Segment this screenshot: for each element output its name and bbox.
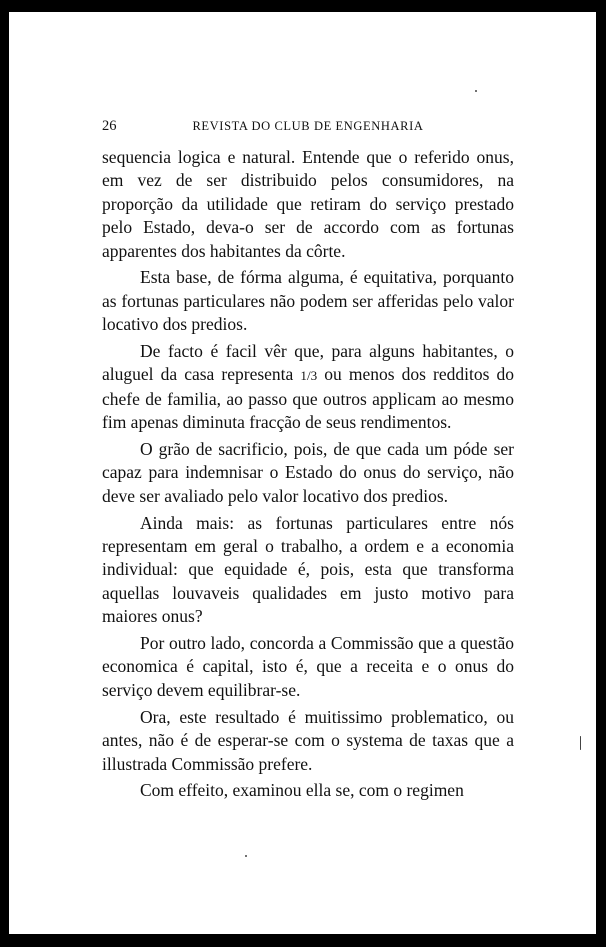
paragraph-3 <box>102 340 514 435</box>
paragraph-3-before: De facto é facil vêr que, para alguns habitantes, o aluguel da casa representa <box>102 341 514 385</box>
page-number: 26 <box>102 118 117 134</box>
body-text <box>102 146 514 803</box>
paper-speck <box>475 90 477 92</box>
running-title: REVISTA DO CLUB DE ENGENHARIA <box>192 119 424 133</box>
document-page <box>9 12 596 934</box>
paper-speck <box>245 855 247 857</box>
paragraph-8: Com effeito, examinou ella se, com o regimen <box>140 780 464 801</box>
paragraph-4: O grão de sacrificio, pois, de que cada um póde ser capaz para indemnisar o Estado do onus do serviço, não deve ser avaliado pelo valor locativo dos predios. <box>102 439 514 506</box>
paragraph-3-after: ou menos dos redditos do chefe de familia, ao passo que outros applicam ao mesmo fim apenas diminuta fracção de seus rendimentos. <box>102 364 514 433</box>
paragraph-6: Por outro lado, concorda a Commissão que a questão economica é capital, isto é, que a receita e o onus do serviço devem equilibrar-se. <box>102 633 514 700</box>
fraction-one-third: 1/3 <box>300 368 318 384</box>
paragraph-5: Ainda mais: as fortunas particulares entre nós representam em geral o trabalho, a ordem e a economia individual: que equidade é, pois, esta que transforma aquellas louvaveis qualidades em justo motivo para maiores onus? <box>102 512 514 627</box>
paragraph-7: Ora, este resultado é muitissimo problematico, ou antes, não é de esperar-se com o systema de taxas que a illustrada Commissão prefere. <box>102 706 514 774</box>
paper-mark <box>580 736 581 750</box>
paragraph-1: sequencia logica e natural. Entende que o referido onus, em vez de ser distribuido pelos consumidores, na proporção da utilidade que retiram do serviço prestado pelo Estado, deva-o ser de accordo com as fortunas apparentes dos habitantes da côrte. <box>102 147 514 261</box>
paragraph-2: Esta base, de fórma alguma, é equitativa, porquanto as fortunas particulares não podem ser afferidas pelo valor locativo dos predios. <box>102 267 514 335</box>
